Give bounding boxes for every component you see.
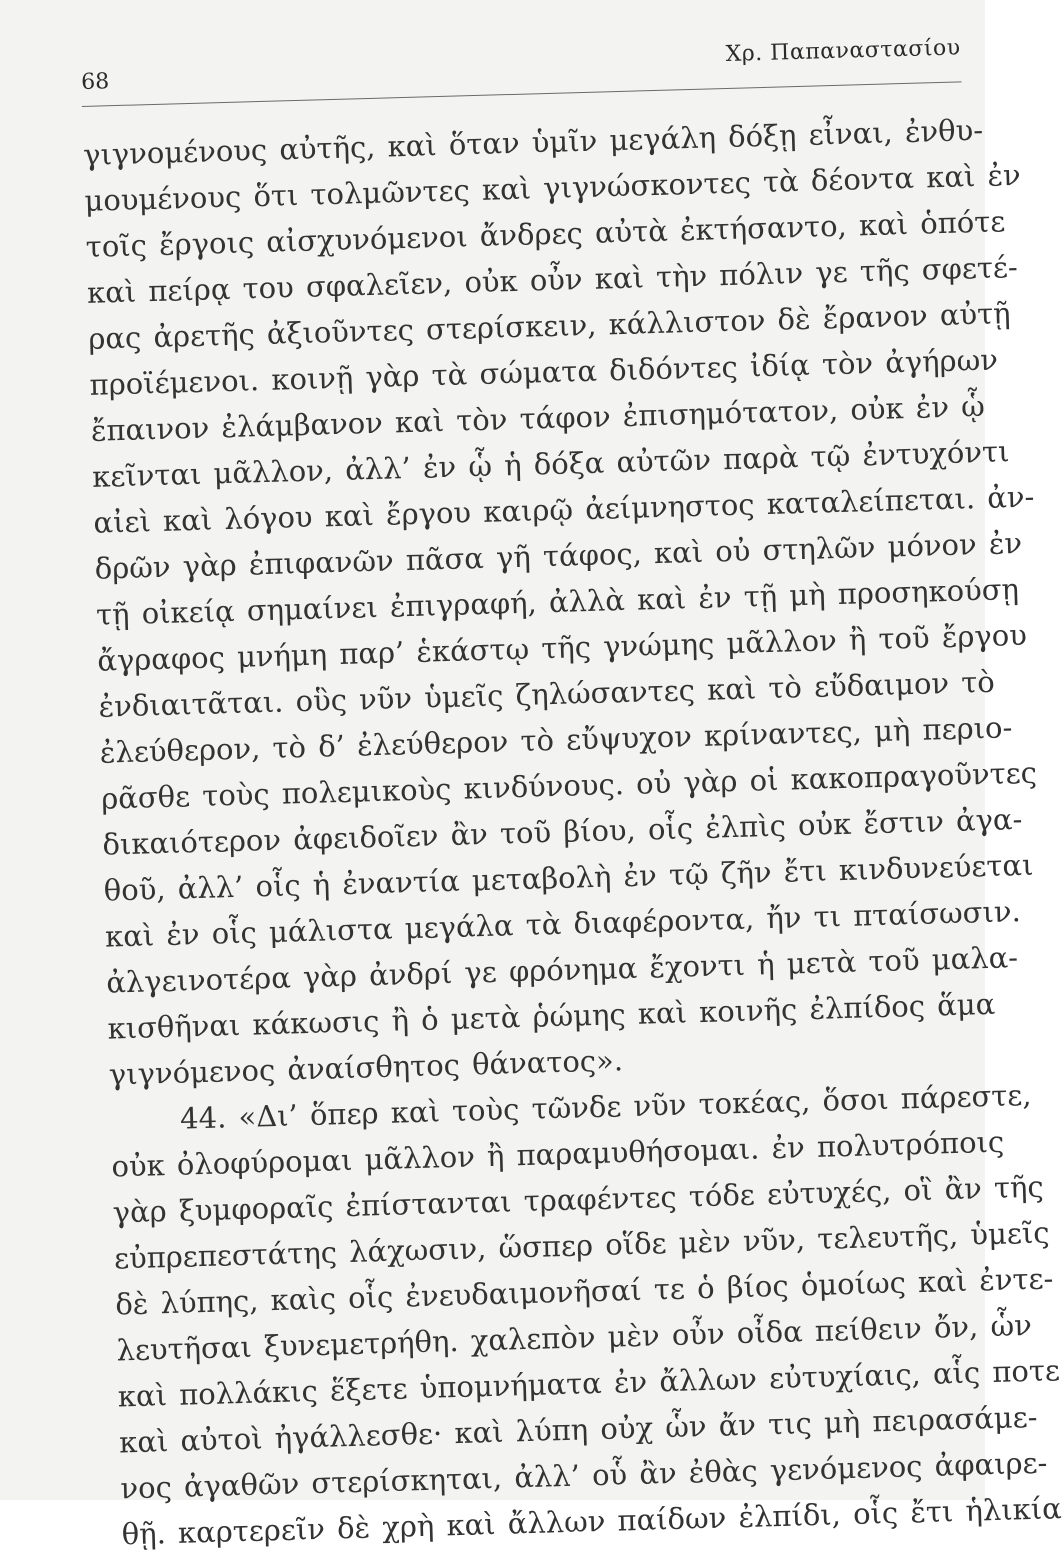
page-header [81,35,962,100]
text-line: αἰεὶ καὶ λόγου καὶ ἔργου καιρῷ ἀείμνηστος καταλείπεται. ἀν- [93,479,1035,540]
text-line: τῇ οἰκείᾳ σημαίνει ἐπιγραφή, ἀλλὰ καὶ ἐν τῇ μὴ προσηκούσῃ [95,572,1020,632]
text-line: ἄγραφος μνήμη παρ’ ἑκάστῳ τῆς γνώμης μᾶλλον ἢ τοῦ ἔργου [96,617,1028,678]
text-line: γιγνόμενος ἀναίσθητος θάνατος». [108,1043,624,1092]
text-line: δικαιότερον ἀφειδοῖεν ἂν τοῦ βίου, οἷς ἐλπὶς οὐκ ἔστιν ἀγα- [102,802,1023,862]
text-line: κεῖνται μᾶλλον, ἀλλ’ ἐν ᾧ ἡ δόξα αὐτῶν παρὰ τῷ ἐντυχόντι [91,434,1010,494]
text-line: ἐνδιαιτᾶται. οὓς νῦν ὑμεῖς ζηλώσαντες καὶ τὸ εὔδαιμον τὸ [98,664,996,724]
text-line: ρᾶσθε τοὺς πολεμικοὺς κινδύνους. οὐ γὰρ οἱ κακοπραγοῦντες [100,755,1038,816]
text-line: θοῦ, ἀλλ’ οἷς ἡ ἐναντία μεταβολὴ ἐν τῷ ζῆν ἔτι κινδυνεύεται [103,847,1034,908]
text-line: καὶ πολλάκις ἕξετε ὑπομνήματα ἐν ἄλλων εὐτυχίαις, αἷς ποτε [117,1353,1061,1414]
text-line: μουμένους ὅτι τολμῶντες καὶ γιγνώσκοντες τὰ δέοντα καὶ ἐν [84,157,1022,218]
running-head-author: Χρ. Παπαναστασίου [725,35,961,67]
text-line: λευτῆσαι ξυνεμετρήθη. χαλεπὸν μὲν οὖν οἶδα πείθειν ὄν, ὧν [116,1307,1033,1368]
text-line: καὶ ἐν οἷς μάλιστα μεγάλα τὰ διαφέροντα, ἤν τι πταίσωσιν. [104,894,1022,954]
text-line: ρας ἀρετῆς ἀξιοῦντες στερίσκειν, κάλλιστον δὲ ἔρανον αὐτῇ [87,296,1011,356]
text-line: γιγνομένους αὐτῆς, καὶ ὅταν ὑμῖν μεγάλη δόξῃ εἶναι, ἐνθυ- [82,112,984,172]
body-text [82,107,1063,1557]
text-line: ἔπαινον ἐλάμβανον καὶ τὸν τάφον ἐπισημότατον, οὐκ ἐν ᾧ [90,388,986,448]
text-line: γὰρ ξυμφοραῖς ἐπίστανται τραφέντες τόδε εὐτυχές, οἳ ἂν τῆς [112,1169,1045,1230]
paragraph-44-first-line: 44. «Δι’ ὅπερ καὶ τοὺς τῶνδε νῦν τοκέας, ὅσοι πάρεστε, [179,1077,1032,1136]
text-line: εὐπρεπεστάτης λάχωσιν, ὥσπερ οἵδε μὲν νῦν, τελευτῆς, ὑμεῖς [113,1215,1050,1276]
text-line: δὲ λύπης, καὶς οἷς ἐνευδαιμονῆσαί τε ὁ βίος ὁμοίως καὶ ἐντε- [114,1261,1054,1322]
text-line: καὶ αὐτοὶ ἠγάλλεσθε· καὶ λύπη οὐχ ὧν ἄν τις μὴ πειρασάμε- [118,1399,1038,1460]
page-number: 68 [80,69,110,95]
text-line: καὶ πείρᾳ του σφαλεῖεν, οὐκ οὖν καὶ τὴν πόλιν γε τῆς σφετέ- [86,249,1019,310]
printed-sheet [80,15,1063,1552]
text-line: ἐλεύθερον, τὸ δ’ ἐλεύθερον τὸ εὔψυχον κρίναντες, μὴ περιο- [99,710,1013,770]
text-line: δρῶν γὰρ ἐπιφανῶν πᾶσα γῆ τάφος, καὶ οὐ στηλῶν μόνον ἐν [94,525,1023,586]
text-line: τοῖς ἔργοις αἰσχυνόμενοι ἄνδρες αὐτὰ ἐκτήσαντο, καὶ ὁπότε [85,204,1006,264]
text-line: προϊέμενοι. κοινῇ γὰρ τὰ σώματα διδόντες ἰδίᾳ τὸν ἀγήρων [89,342,999,402]
text-line: κισθῆναι κάκωσις ἢ ὁ μετὰ ῥώμης καὶ κοινῆς ἐλπίδος ἅμα [107,986,996,1046]
text-line: θῇ. καρτερεῖν δὲ χρὴ καὶ ἄλλων παίδων ἐλπίδι, οἷς ἔτι ἡλικία [121,1491,1063,1552]
text-line: νος ἀγαθῶν στερίσκηται, ἀλλ’ οὗ ἂν ἐθὰς γενόμενος ἀφαιρε- [119,1445,1048,1506]
text-line: οὐκ ὀλοφύρομαι μᾶλλον ἢ παραμυθήσομαι. ἐν πολυτρόποις [110,1124,1005,1184]
text-line: ἀλγεινοτέρα γὰρ ἀνδρί γε φρόνημα ἔχοντι ἡ μετὰ τοῦ μαλα- [105,940,1019,1000]
